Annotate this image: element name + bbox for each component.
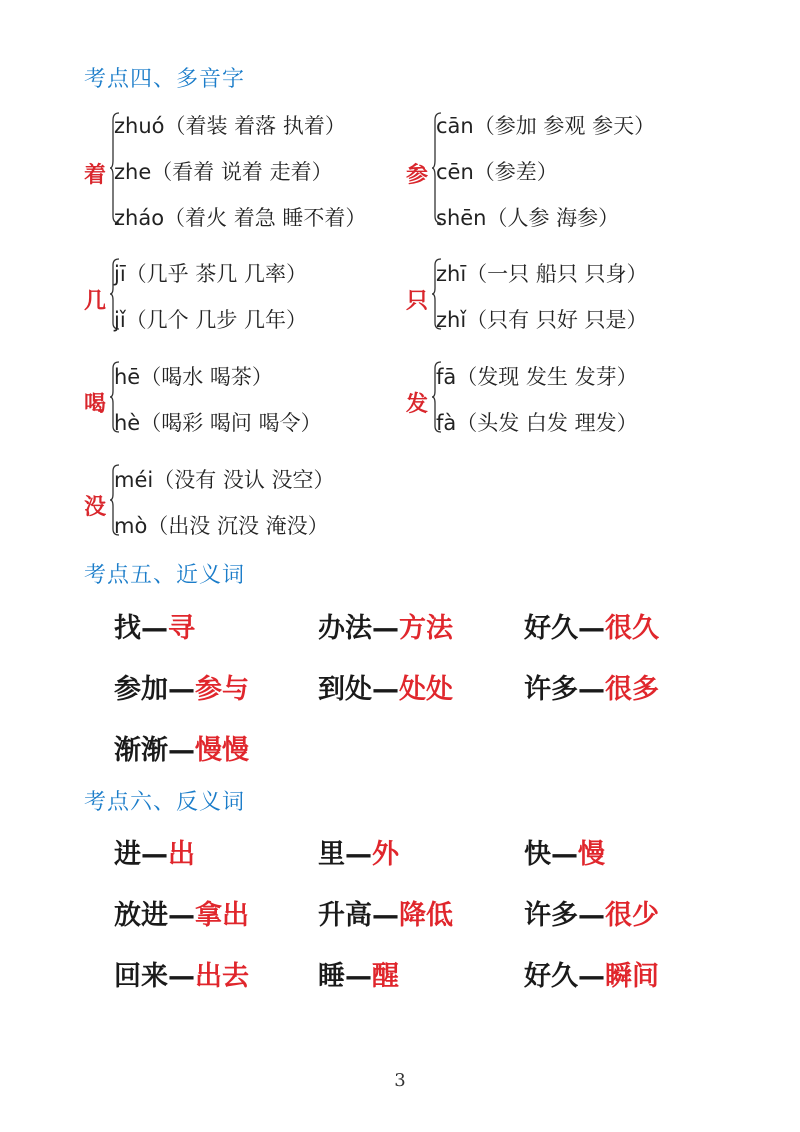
word-highlight: 很少 [605,900,659,931]
word-highlight: 处处 [399,674,453,705]
dash: — [578,900,605,931]
antonym-pair [318,832,399,871]
pronunciation-line: jī（几乎 茶几 几率） [114,262,308,286]
word-highlight: 方法 [399,613,453,644]
synonym-pair [524,667,659,706]
word-highlight: 慢 [578,839,605,870]
word-highlight: 醒 [372,961,399,992]
dash: — [578,613,605,644]
polyphonic-char: 发 [406,392,429,417]
polyphonic-char: 几 [84,289,107,314]
antonym-pair [114,893,249,932]
polyphonic-group-zhi [406,256,736,336]
word: 办法 [318,613,372,644]
word: 好久 [524,961,578,992]
synonym-pair [114,667,249,706]
polyphonic-group-zhuo [84,108,414,228]
pronunciation-line: shēn（人参 海参） [436,206,620,230]
synonym-pair [524,606,659,645]
word: 许多 [524,674,578,705]
dash: — [141,839,168,870]
pronunciation-line: cēn（参差） [436,160,558,184]
dash: — [168,961,195,992]
pronunciation-line: zhuó（着装 着落 执着） [114,114,346,138]
word: 睡 [318,961,345,992]
pronunciation-line: fà（头发 白发 理发） [436,411,638,435]
pronunciation-line: zháo（着火 着急 睡不着） [114,206,367,230]
word: 回来 [114,961,168,992]
word: 找 [114,613,141,644]
dash: — [372,900,399,931]
dash: — [345,839,372,870]
dash: — [141,613,168,644]
section-title-synonyms: 考点五、近义词 [84,563,246,588]
page-number: 3 [394,1070,406,1091]
antonym-pair [524,893,659,932]
dash: — [372,674,399,705]
word: 参加 [114,674,168,705]
dash: — [372,613,399,644]
synonym-pair [114,606,195,645]
antonym-pair [318,893,453,932]
word: 到处 [318,674,372,705]
dash: — [168,735,195,766]
polyphonic-char: 参 [406,163,429,188]
section-title-polyphonic: 考点四、多音字 [84,67,246,92]
synonym-pair [318,667,453,706]
polyphonic-group-mei [84,462,414,542]
word: 里 [318,839,345,870]
word-highlight: 很多 [605,674,659,705]
polyphonic-char: 着 [84,163,107,188]
pronunciation-line: cān（参加 参观 参天） [436,114,656,138]
synonym-pair [114,728,249,767]
section-title-antonyms: 考点六、反义词 [84,790,246,815]
polyphonic-group-he [84,359,414,439]
antonym-pair [524,954,659,993]
antonym-pair [524,832,605,871]
pronunciation-line: jǐ（几个 几步 几年） [114,308,308,332]
word-highlight: 降低 [399,900,453,931]
word-highlight: 寻 [168,613,195,644]
word: 渐渐 [114,735,168,766]
polyphonic-char: 只 [406,289,429,314]
polyphonic-char: 没 [84,495,107,520]
word: 许多 [524,900,578,931]
dash: — [578,674,605,705]
polyphonic-group-ji [84,256,414,336]
polyphonic-group-can [406,108,736,228]
synonym-pair [318,606,453,645]
pronunciation-line: zhǐ（只有 只好 只是） [436,308,648,332]
word-highlight: 出 [168,839,195,870]
antonym-pair [114,954,249,993]
pronunciation-line: mò（出没 沉没 淹没） [114,514,329,538]
polyphonic-char: 喝 [84,392,107,417]
dash: — [345,961,372,992]
polyphonic-group-fa [406,359,736,439]
antonym-pair [318,954,399,993]
pronunciation-line: hē（喝水 喝茶） [114,365,273,389]
word-highlight: 出去 [195,961,249,992]
word-highlight: 慢慢 [195,735,249,766]
word: 进 [114,839,141,870]
pronunciation-line: méi（没有 没认 没空） [114,468,335,492]
dash: — [168,674,195,705]
antonym-pair [114,832,195,871]
word: 快 [524,839,551,870]
pronunciation-line: zhe（看着 说着 走着） [114,160,333,184]
pronunciation-line: zhī（一只 船只 只身） [436,262,648,286]
word: 好久 [524,613,578,644]
word-highlight: 拿出 [195,900,249,931]
word-highlight: 瞬间 [605,961,659,992]
dash: — [578,961,605,992]
pronunciation-line: fā（发现 发生 发芽） [436,365,638,389]
dash: — [168,900,195,931]
pronunciation-line: hè（喝彩 喝问 喝令） [114,411,322,435]
word-highlight: 参与 [195,674,249,705]
word-highlight: 很久 [605,613,659,644]
dash: — [551,839,578,870]
word-highlight: 外 [372,839,399,870]
word: 升高 [318,900,372,931]
word: 放进 [114,900,168,931]
